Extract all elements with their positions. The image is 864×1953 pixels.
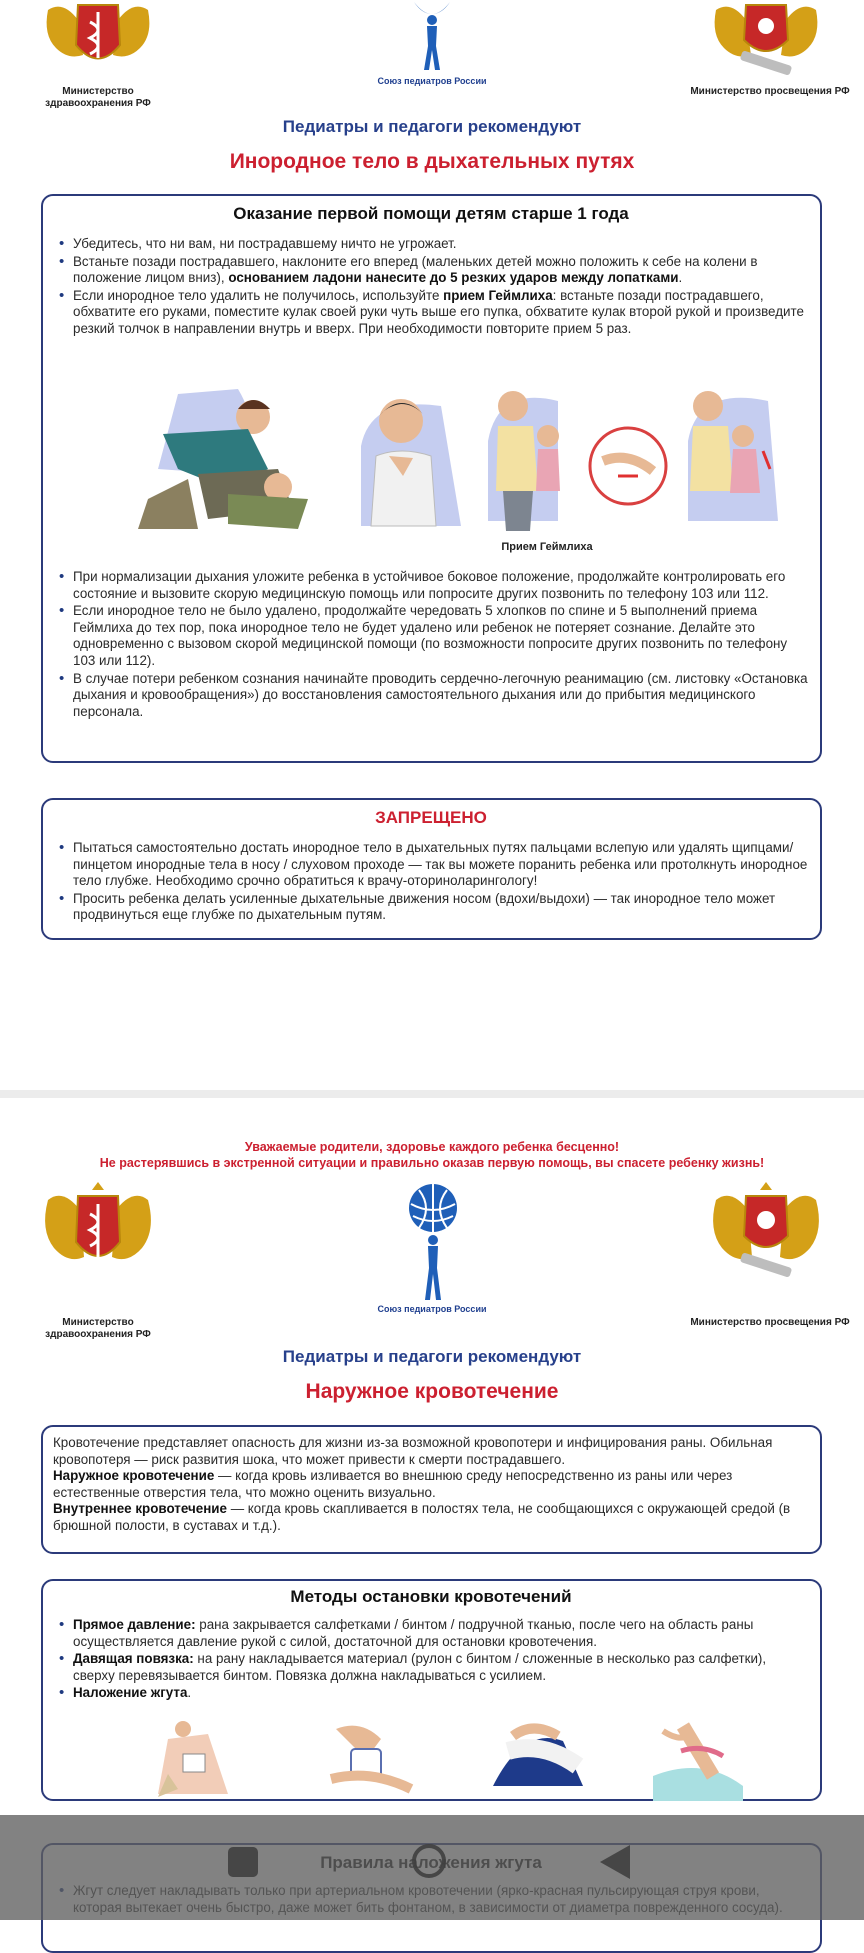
bullet-text: Убедитесь, что ни вам, ни пострадавшему ничто не угрожает. [73, 236, 457, 251]
list-item [55, 671, 809, 721]
navigation-bar [0, 1815, 864, 1920]
bullet-text: Встаньте позади пострадавшего, наклоните его вперед (маленьких детей можно положить к себе на колени в положение лицом вниз), [73, 253, 758, 286]
pediatric-union-label: Союз педиатров России [377, 76, 487, 86]
first-aid-box [41, 194, 822, 763]
methods-list [55, 1617, 809, 1703]
ministry-health-emblem [38, 1182, 158, 1282]
forbidden-box [41, 798, 822, 940]
heimlich-caption: Прием Геймлиха [501, 541, 593, 553]
recommend-heading: Педиатры и педагоги рекомендуют [282, 1347, 582, 1366]
bullet-text: Если инородное тело удалить не получилось, используйте [73, 287, 444, 303]
method-text: на рану накладывается материал (рулон с бинтом / сложенные в несколько раз салфетки), сверху перевязывается бинтом. Повязка должна накладываться с усилием. [73, 1651, 767, 1683]
term: Внутреннее кровотечение [53, 1501, 227, 1517]
recommend-heading: Педиатры и педагоги рекомендуют [282, 117, 582, 136]
ministry-education-label: Министерство просвещения РФ [690, 86, 850, 97]
method-name: Прямое давление: [73, 1617, 196, 1632]
method-text: рана закрывается салфетками / бинтом / подручной тканью, после чего на область раны осуществляется давление рукой с силой, достаточной для остановки кровотечения. [73, 1617, 754, 1649]
first-aid-list-bottom [55, 569, 809, 721]
bullet-text: Если инородное тело не было удалено, продолжайте чередовать 5 хлопков по спине и 5 выполнений приема Геймлиха до тех пор, пока инородное тело не будет удалено или ребенок не потеряет сознание. Делайте это одновременно с вызовом скорой медицинской помощи (по возможности попросите других позвонить по телефону 103 или 112). [73, 603, 788, 668]
bullet-text: Просить ребенка делать усиленные дыхательные движения носом (вдохи/выдохи) — так инородное тело может продвинуться еще глубже по дыхательным путям. [73, 890, 776, 923]
home-button[interactable] [412, 1844, 446, 1878]
intro-paragraph: Кровотечение представляет опасность для жизни из-за возможной кровопотери и инфицирования раны. Обильная кровопотеря — риск развития шока, что может привести к смерти пострадавшего. [53, 1435, 773, 1467]
arm-bandage-illustration [483, 1716, 598, 1801]
bullet-text: При нормализации дыхания уложите ребенка в устойчивое боковое положение, продолжайте контролировать его состояние и вызовите скорую медицинскую помощь или попросите других позвонить по телефону 103 или 112. [73, 569, 786, 601]
back-button[interactable] [600, 1845, 630, 1879]
bullet-bold: основанием ладони нанесите до 5 резких ударов между лопатками [228, 270, 679, 286]
bullet-text: Пытаться самостоятельно достать инородное тело в дыхательных путях пальцами вслепую или удалять щипцами/пинцетом инородные тела в носу / слуховом проходе — так вы можете поранить ребенка или протолкнуть инородное тело глубже. Необходимо срочно обратиться к врачу-оториноларингологу! [73, 840, 808, 889]
method-name: Давящая повязка: [73, 1651, 194, 1667]
list-item [55, 1685, 809, 1702]
page-separator [0, 1090, 864, 1098]
term: Наружное кровотечение [53, 1468, 215, 1484]
methods-box [41, 1579, 822, 1801]
ministry-health-label: Министерство здравоохранения РФ [45, 86, 151, 109]
tourniquet-illustration [643, 1716, 753, 1801]
bullet-text: В случае потери ребенком сознания начинайте проводить сердечно-легочную реанимацию (см. листовку «Остановка дыхания и кровообращения») до восстановления самостоятельного дыхания или до прибытия медицинского персонала. [73, 670, 808, 719]
intro-text [53, 1435, 811, 1535]
direct-pressure-illustration [138, 1719, 238, 1799]
methods-heading: Методы остановки кровотечений [290, 1587, 572, 1606]
pressure-bandage-illustration [321, 1719, 421, 1799]
bullet-bold: прием Геймлиха [443, 287, 553, 303]
method-end: . [187, 1685, 192, 1701]
list-item [55, 891, 809, 924]
recent-apps-button[interactable] [228, 1847, 258, 1877]
list-item [55, 236, 809, 253]
pediatric-union-label: Союз педиатров России [377, 1304, 487, 1314]
list-item [55, 840, 809, 890]
list-item [55, 603, 809, 669]
method-name: Наложение жгута [73, 1685, 188, 1701]
choking-child-illustration [351, 386, 466, 536]
ministry-education-emblem [706, 1182, 826, 1282]
ministry-health-label: Министерство здравоохранения РФ [45, 1317, 151, 1340]
ministry-health-emblem [38, 0, 158, 78]
slogan-line-2: Не растерявшись в экстренной ситуации и правильно оказав первую помощь, вы спасете ребенку жизнь! [99, 1156, 765, 1170]
page-title: Наружное кровотечение [305, 1380, 559, 1403]
internal-bleeding-definition [53, 1501, 811, 1534]
definition: — когда кровь изливается во внешнюю среду непосредственно из раны или через естественные отверстия тела, что можно оценить визуально. [53, 1468, 733, 1500]
definition: — когда кровь скапливается в полостях тела, не сообщающихся с окружающей средой (в брюшной полости, в суставах и т.д.). [53, 1501, 791, 1533]
pediatric-union-logo [405, 1182, 461, 1304]
list-item [55, 1651, 809, 1684]
pediatric-union-logo [410, 0, 454, 72]
list-item [55, 288, 809, 338]
forbidden-list [55, 840, 809, 925]
page-2 [0, 1098, 864, 1920]
ministry-education-emblem [706, 0, 826, 78]
list-item [55, 569, 809, 602]
slogan-line-1: Уважаемые родители, здоровье каждого ребенка бесценно! [244, 1140, 620, 1154]
forbidden-heading: ЗАПРЕЩЕНО [375, 808, 487, 827]
list-item [55, 1617, 809, 1650]
first-aid-list-top [55, 236, 809, 339]
ministry-education-label: Министерство просвещения РФ [690, 1317, 850, 1328]
page-title: Инородное тело в дыхательных путях [229, 150, 635, 173]
back-blows-illustration [118, 379, 333, 536]
bleeding-intro-box [41, 1425, 822, 1554]
bullet-end: : встаньте позади пострадавшего, обхватите его руками, поместите кулак своей руки чуть выше его пупка, обхватите кулак второй рукой и произведите резкий толчок в направлении внутрь и вверх. При необходимости повторите прием 5 раз. [73, 287, 804, 336]
external-bleeding-definition [53, 1468, 811, 1501]
heimlich-maneuver-illustration [478, 381, 798, 541]
first-aid-heading: Оказание первой помощи детям старше 1 года [233, 204, 629, 223]
list-item [55, 254, 809, 287]
bullet-end: . [678, 270, 683, 286]
